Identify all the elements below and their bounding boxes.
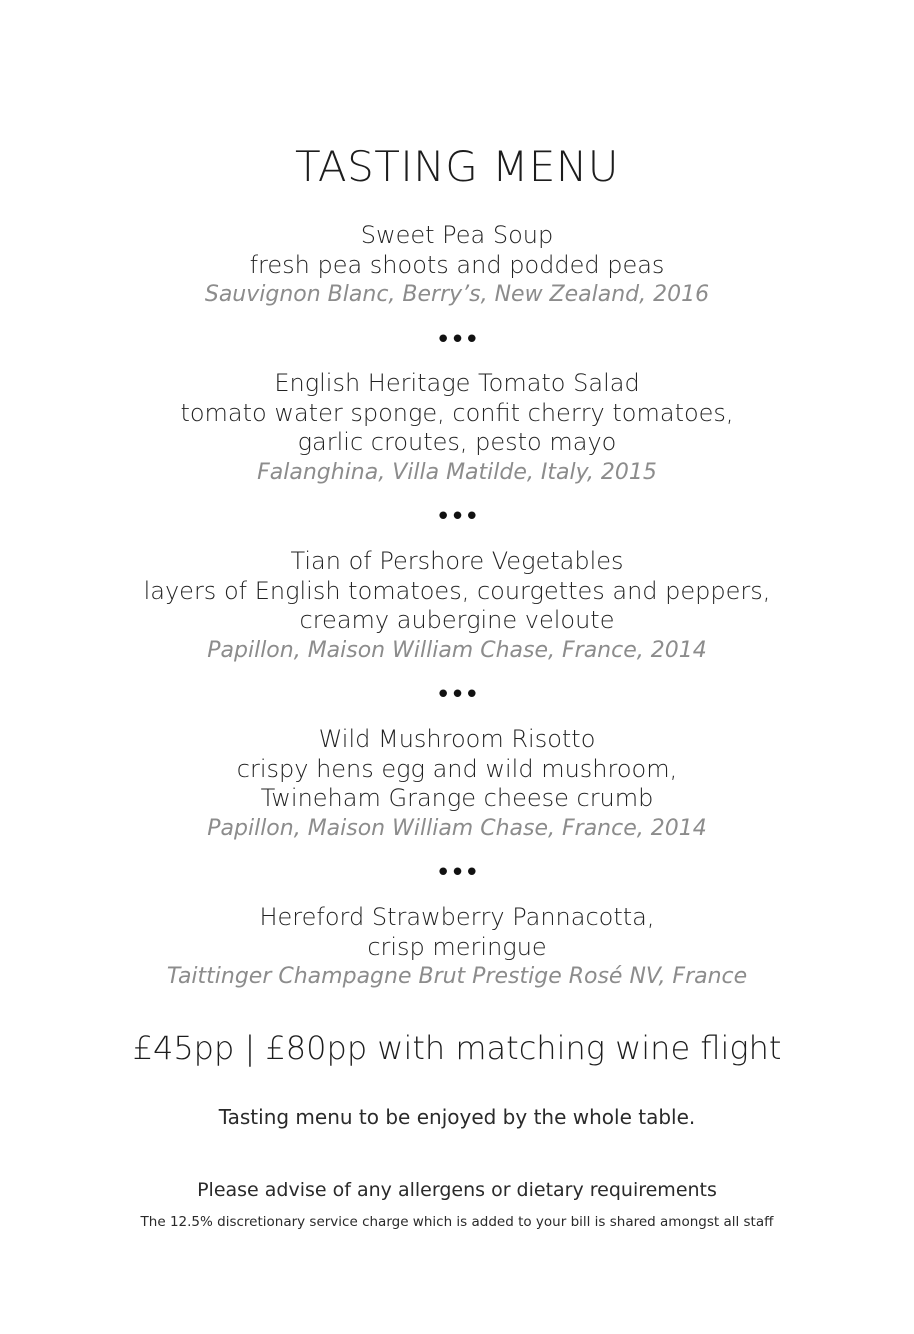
course-3-wine: Papillon, Maison William Chase, France, 2014 (207, 637, 707, 663)
course-3 (0, 547, 914, 665)
separator-4: ••• (435, 858, 479, 888)
course-5-description: crisp meringue (367, 932, 547, 961)
course-4-dish: Wild Mushroom Risotto (318, 725, 596, 753)
course-1-dish: Sweet Pea Soup (360, 221, 554, 249)
course-1-wine: Sauvignon Blanc, Berry’s, New Zealand, 2016 (204, 282, 710, 307)
price-line: £45pp | £80pp with matching wine flight (132, 1029, 782, 1067)
separator-1: ••• (435, 325, 479, 355)
course-3-dish: Tian of Pershore Vegetables (290, 547, 624, 575)
course-2-dish: English Heritage Tomato Salad (274, 369, 640, 397)
course-1 (0, 221, 914, 309)
course-2-description-2: garlic croutes, pesto mayo (297, 428, 617, 456)
allergen-note: Please advise of any allergens or dietary requirements (197, 1179, 717, 1201)
course-2-description-1: tomato water sponge, confit cherry tomatoes, (180, 398, 734, 427)
course-3-description-2: creamy aubergine veloute (299, 606, 615, 634)
course-4 (0, 725, 914, 843)
separator-3: ••• (435, 680, 479, 710)
course-4-description-2: Twineham Grange cheese crumb (260, 784, 654, 812)
course-2-wine: Falanghina, Villa Matilde, Italy, 2015 (257, 459, 657, 485)
course-5-dish: Hereford Strawberry Pannacotta, (259, 903, 655, 931)
separator-2: ••• (435, 502, 479, 532)
course-4-wine: Papillon, Maison William Chase, France, 2014 (207, 815, 707, 841)
page-title: TASTING MENU (294, 142, 620, 191)
course-4-description-1: crispy hens egg and wild mushroom, (236, 754, 678, 783)
course-5-wine: Taittinger Champagne Brut Prestige Rosé NV, France (166, 964, 748, 989)
course-1-description: fresh pea shoots and podded peas (249, 250, 665, 279)
service-charge-note: The 12.5% discretionary service charge which is added to your bill is shared amongst all staff (140, 1214, 774, 1230)
course-5 (0, 903, 914, 991)
course-2 (0, 369, 914, 487)
course-3-description-1: layers of English tomatoes, courgettes and peppers, (143, 576, 771, 605)
table-note: Tasting menu to be enjoyed by the whole table. (218, 1105, 696, 1129)
